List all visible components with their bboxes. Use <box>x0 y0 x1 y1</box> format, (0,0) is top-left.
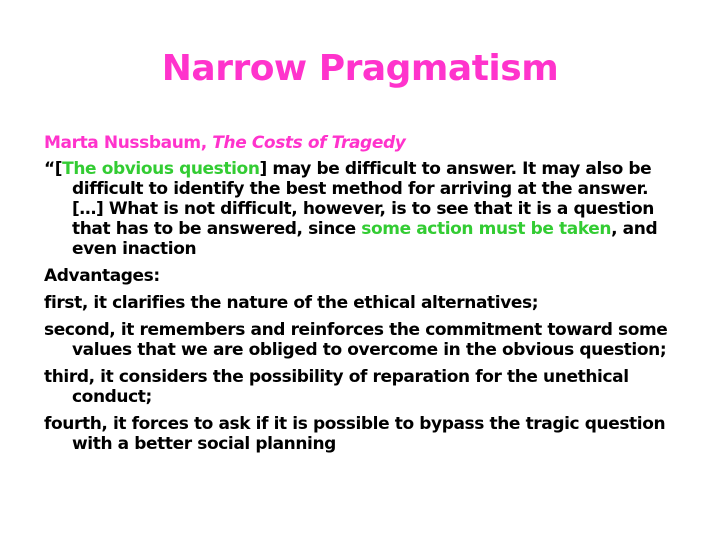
advantage-point-third: third, it considers the possibility of reparation for the unethical conduct; <box>44 367 629 407</box>
quote-highlight-obvious-question: The obvious question <box>62 159 260 179</box>
quote-paragraph <box>44 159 684 259</box>
quote-end: , and even inaction <box>72 219 658 259</box>
citation-line <box>44 133 684 153</box>
quote-highlight-action: some action must be taken <box>361 219 612 239</box>
quote-body: ] may be difficult to answer. It may also be difficult to identify the best method for arriving at the answer. […] What is not difficult, however, is to see that it is a question that has to be answered, since <box>72 159 654 239</box>
advantage-point-fourth: fourth, it forces to ask if it is possible to bypass the tragic question with a better social planning <box>44 414 666 454</box>
advantage-point-first: first, it clarifies the nature of the ethical alternatives; <box>44 293 539 313</box>
advantages-heading: Advantages: <box>44 266 160 286</box>
slide-body <box>44 133 684 461</box>
quote-open: “[ <box>44 159 63 179</box>
citation-author: Marta Nussbaum, <box>44 133 213 153</box>
advantage-point-second: second, it remembers and reinforces the commitment toward some values that we are obliged to overcome in the obvious question; <box>44 320 668 360</box>
slide-title: Narrow Pragmatism <box>161 48 559 89</box>
citation-work: The Costs of Tragedy <box>212 133 406 153</box>
